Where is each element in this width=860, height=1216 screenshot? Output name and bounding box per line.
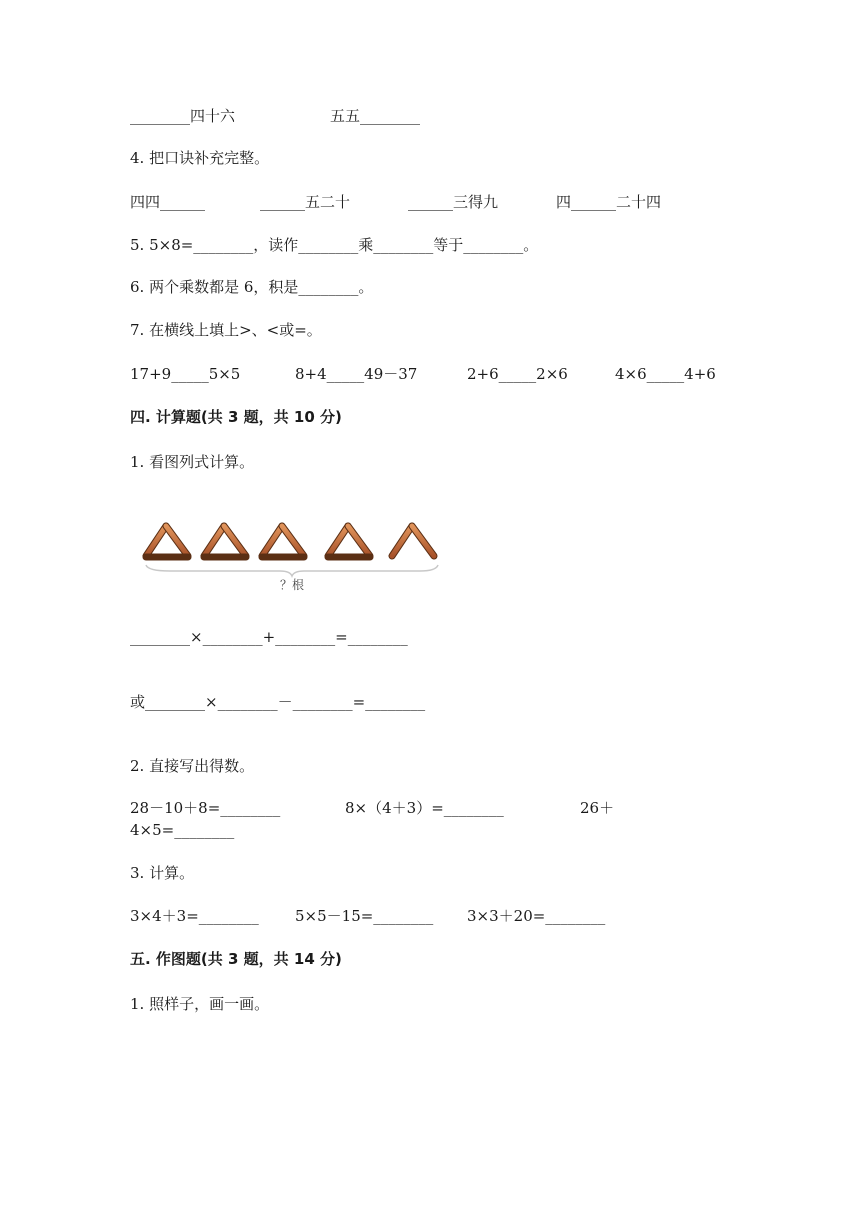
draw-question-1-title: 1. 照样子，画一画。 — [130, 995, 270, 1013]
open-triangle — [392, 526, 434, 556]
calc-item: 3×4＋3=________ — [130, 907, 259, 925]
calc-question-3-title: 3. 计算。 — [130, 864, 195, 882]
compare-item: 4×6_____4+6 — [615, 365, 716, 383]
calc-question-1-title: 1. 看图列式计算。 — [130, 453, 255, 471]
calc-question-2-title: 2. 直接写出得数。 — [130, 757, 255, 775]
calc-q2-wrap: 4×5=________ — [130, 821, 235, 839]
calc-item: 28－10＋8=________ — [130, 799, 281, 817]
calc-item: 8×（4＋3）=________ — [345, 799, 504, 817]
fill-item: 四______二十四 — [556, 193, 662, 211]
calc-item: 5×5－15=________ — [295, 907, 434, 925]
fill-item: ______五二十 — [260, 193, 351, 211]
matchstick-triangles-figure — [140, 515, 445, 595]
question-5: 5. 5×8=________，读作________乘________等于________。 — [130, 236, 539, 254]
triangle — [328, 526, 370, 557]
triangle — [146, 526, 188, 557]
calc-item: 3×3＋20=________ — [467, 907, 606, 925]
calc-q1-line-1: ________×________+________=________ — [130, 628, 408, 646]
fill-item: ______三得九 — [408, 193, 499, 211]
question-6: 6. 两个乘数都是 6，积是________。 — [130, 278, 374, 296]
fill-item: ________四十六 — [130, 107, 236, 125]
compare-item: 17+9_____5×5 — [130, 365, 241, 383]
triangle — [204, 526, 246, 557]
calc-q1-line-2: 或________×________－________=________ — [130, 693, 426, 711]
question-7-title: 7. 在横线上填上>、<或=。 — [130, 321, 322, 339]
compare-item: 2+6_____2×6 — [467, 365, 568, 383]
section-4-heading: 四. 计算题(共 3 题，共 10 分) — [130, 408, 342, 426]
calc-item: 26＋ — [580, 799, 615, 817]
section-5-heading: 五. 作图题(共 3 题，共 14 分) — [130, 950, 342, 968]
brace — [146, 565, 438, 576]
question-4-title: 4. 把口诀补充完整。 — [130, 149, 270, 167]
fill-item: 五五________ — [330, 107, 421, 125]
compare-item: 8+4_____49－37 — [295, 365, 418, 383]
fill-item: 四四______ — [130, 193, 206, 211]
figure-label: ？根 — [279, 578, 305, 592]
triangle — [262, 526, 304, 557]
